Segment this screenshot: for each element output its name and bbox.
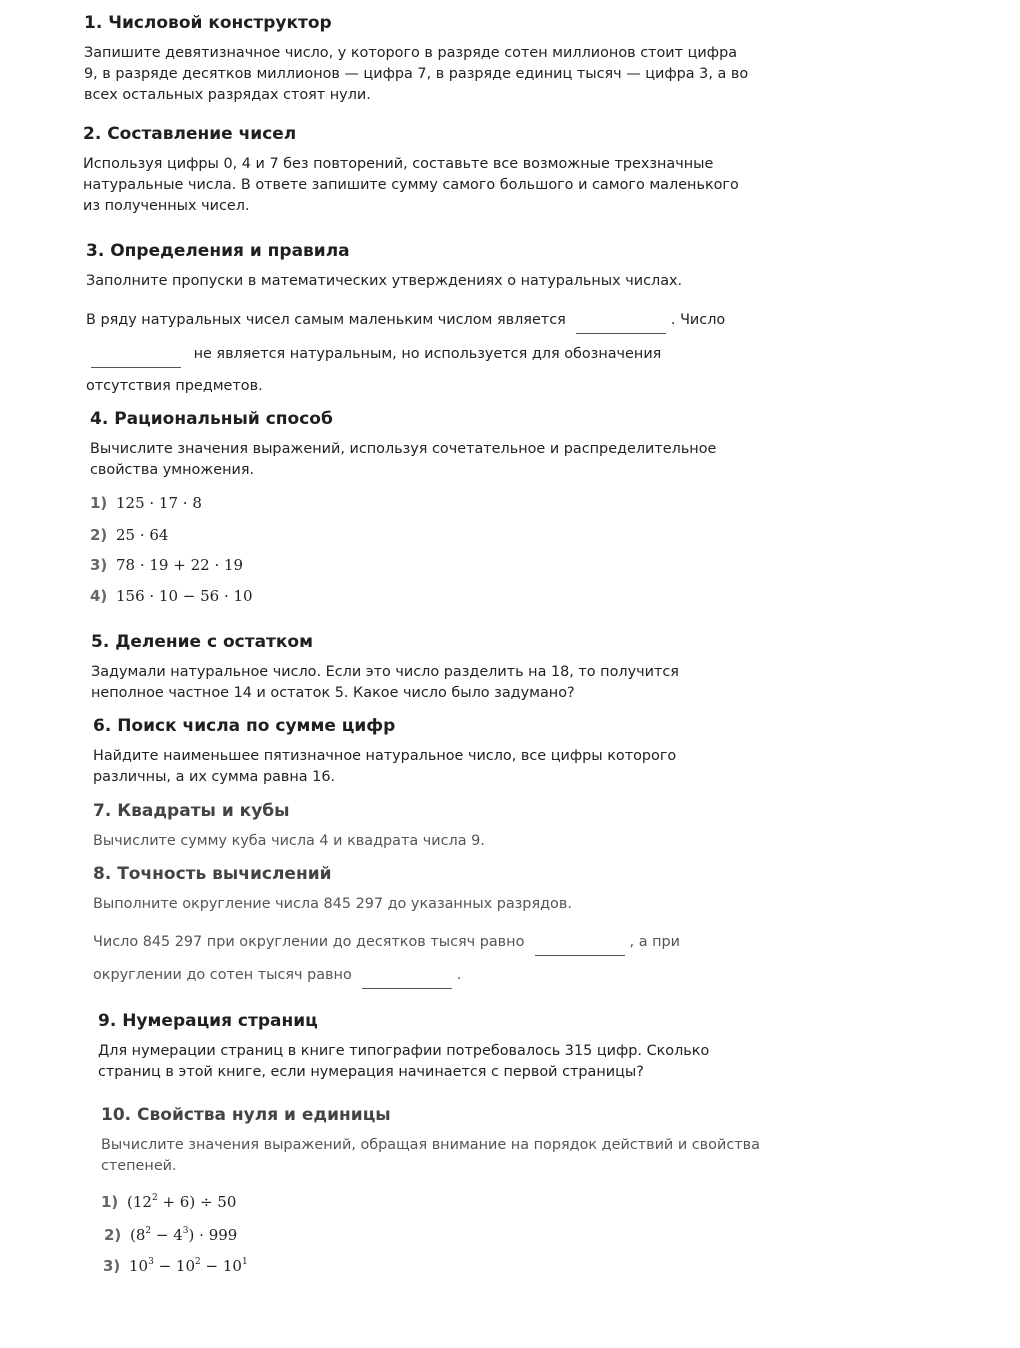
expression: $10^3 - 10^2 - 10^1$ [129,1257,248,1275]
task-3-sentence-3: отсутствия предметов. [86,378,263,394]
task-6 [93,715,773,788]
task-7 [93,800,773,852]
task-4-text: Вычислите значения выражений, используя сочетательное и распределительное свойства умножения. [90,441,717,478]
task-7-title: 7. Квадраты и кубы [93,801,290,821]
expression: 125 · 17 · 8 [116,494,202,512]
task-8-title: 8. Точность вычислений [93,864,332,884]
task-2-title: 2. Составление чисел [83,124,297,144]
task-8-sentence-2 [93,965,462,989]
expression-item: 1) $(12^2 + 6) \div 50$ [101,1193,237,1211]
answer-blank-1[interactable] [576,317,666,334]
task-10-text: Вычислите значения выражений, обращая внимание на порядок действий и свойства степеней. [101,1137,760,1174]
expression-item: 3) 78 · 19 + 22 · 19 [90,556,244,574]
task-6-title: 6. Поиск числа по сумме цифр [93,716,396,736]
task-1-text: Запишите девятизначное число, у которого в разряде сотен миллионов стоит цифра 9, в разряде десятков миллионов — цифра 7, в разряде единиц тысяч — цифра 3, а во всех остальных разрядах стоят нули. [84,45,749,103]
task-8 [93,863,773,1003]
task-3-title: 3. Определения и правила [86,241,350,261]
task-7-text: Вычислите сумму куба числа 4 и квадрата числа 9. [93,833,485,849]
task-1-title: 1. Числовой конструктор [84,13,332,33]
expression: 78 · 19 + 22 · 19 [116,556,244,574]
task-9-title: 9. Нумерация страниц [98,1011,318,1031]
expression-item: 3) $10^3 - 10^2 - 10^1$ [103,1257,248,1275]
expression-item: 2) 25 · 64 [90,526,169,544]
task-3-sentence-2 [91,344,661,368]
task-9-text: Для нумерации страниц в книге типографии потребовалось 315 цифр. Сколько страниц в этой книге, если нумерация начинается с первой страницы? [98,1043,710,1080]
expression: 156 · 10 − 56 · 10 [116,587,253,605]
task-4 [90,408,770,608]
task-5-text: Задумали натуральное число. Если это число разделить на 18, то получится неполное частное 14 и остаток 5. Какое число было задумано? [91,664,679,701]
task-10-title: 10. Свойства нуля и единицы [101,1105,391,1125]
answer-blank-4[interactable] [362,972,452,989]
task-4-title: 4. Рациональный способ [90,409,333,429]
task-3 [86,240,766,400]
task-8-s3: округлении до сотен тысяч равно [93,967,352,983]
expression-item: 2) $(8^2 - 4^3) \cdot 999$ [104,1226,238,1244]
task-3-sentence-1 [86,310,725,334]
task-3-s1: В ряду натуральных чисел самым маленьким числом является [86,312,566,328]
answer-blank-3[interactable] [535,939,625,956]
task-5 [91,631,771,704]
task-6-text: Найдите наименьшее пятизначное натуральное число, все цифры которого различны, а их сумма равна 16. [93,748,677,785]
expression: 25 · 64 [116,526,169,544]
expression: $(12^2 + 6) \div 50$ [127,1193,237,1211]
task-2 [83,123,763,217]
task-2-text: Используя цифры 0, 4 и 7 без повторений, составьте все возможные трехзначные натуральные числа. В ответе запишите сумму самого большого и самого маленького из полученных чисел. [83,156,739,214]
answer-blank-2[interactable] [91,351,181,368]
task-3-s3: не является натуральным, но используется для обозначения [193,346,662,362]
task-8-s4: . [456,967,462,983]
task-8-s2: , а при [629,934,680,950]
task-3-text: Заполните пропуски в математических утверждениях о натуральных числах. [86,273,683,289]
expression: $(8^2 - 4^3) \cdot 999$ [130,1226,238,1244]
task-3-s2: . Число [670,312,726,328]
task-1 [84,12,764,106]
task-5-title: 5. Деление с остатком [91,632,314,652]
task-8-s1: Число 845 297 при округлении до десятков тысяч равно [93,934,525,950]
task-8-text: Выполните округление числа 845 297 до указанных разрядов. [93,896,572,912]
task-8-sentence-1 [93,932,680,956]
expression-item: 1) 125 · 17 · 8 [90,494,202,512]
task-10 [101,1104,781,1284]
task-9 [98,1010,778,1083]
expression-item: 4) 156 · 10 − 56 · 10 [90,587,253,605]
